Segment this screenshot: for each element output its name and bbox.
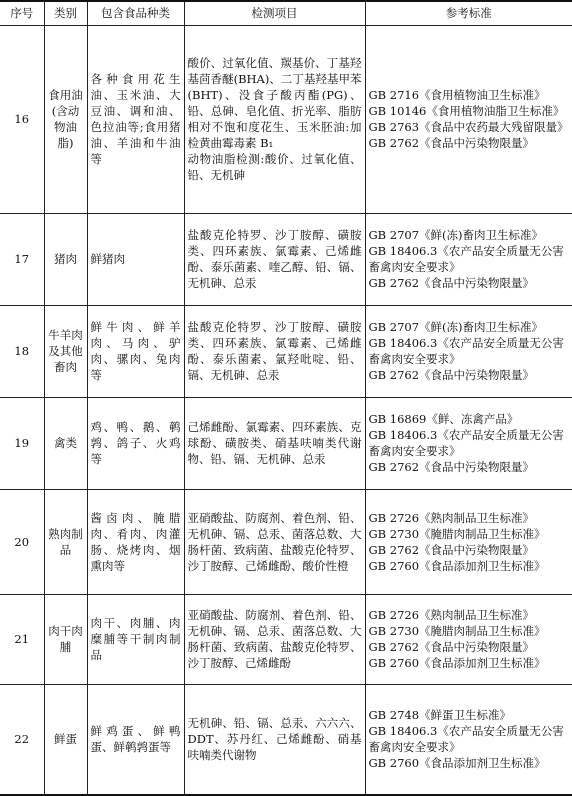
standard-item: GB 2763《食品中农药最大残留限量》 xyxy=(368,120,569,134)
row-items: 亚硝酸盐、防腐剂、着色剂、铅、无机砷、镉、总汞、菌落总数、大肠杆菌、致病菌、盐酸克伦特罗、沙丁胺醇、己烯雌酚 xyxy=(184,594,365,684)
row-items: 酸价、过氧化值、羰基价、丁基羟基茴香醚(BHA)、二丁基羟基甲苯(BHT)、没食子酸丙酯(PG)、铅、总砷、皂化值、折光率、脂肪相对不饱和度花生、玉米胚油:加检黄曲霉毒素 B₁ 动物油脂检测:酸价、过氧化值、铅、无机砷 xyxy=(184,25,365,213)
standard-item: GB 2760《食品添加剂卫生标准》 xyxy=(368,656,546,670)
row-category: 食用油(含动物油脂) xyxy=(44,25,87,213)
row-no: 22 xyxy=(0,684,44,795)
row-items: 亚硝酸盐、防腐剂、着色剂、铅、无机砷、镉、总汞、菌落总数、大肠杆菌、致病菌、盐酸克伦特罗、沙丁胺醇、己烯雌酚、酸价性橙 xyxy=(184,489,365,594)
row-category: 鲜蛋 xyxy=(44,684,87,795)
row-standards xyxy=(365,684,572,795)
row-category: 猪肉 xyxy=(44,213,87,305)
row-category: 禽类 xyxy=(44,397,87,489)
row-no: 19 xyxy=(0,397,44,489)
header-items: 检测项目 xyxy=(184,1,365,25)
row-standards xyxy=(365,594,572,684)
header-no: 序号 xyxy=(0,1,44,25)
standard-item: GB 2726《熟肉制品卫生标准》 xyxy=(368,510,535,525)
row-items: 无机砷、铅、镉、总汞、六六六、DDT、苏丹红、己烯雌酚、硝基呋喃类代谢物 xyxy=(184,684,365,795)
standard-item: GB 2762《食品中污染物限量》 xyxy=(368,368,535,382)
row-items: 己烯雌酚、氯霉素、四环素族、克球酚、磺胺类、硝基呋喃类代谢物、铅、镉、无机砷、总汞 xyxy=(184,397,365,489)
row-no: 20 xyxy=(0,489,44,594)
standard-item: GB 18406.3《农产品安全质量无公害畜禽肉安全要求》 xyxy=(368,428,564,458)
standard-item: GB 2707《鲜(冻)畜肉卫生标准》 xyxy=(368,228,544,242)
standard-item: GB 2760《食品添加剂卫生标准》 xyxy=(368,756,546,771)
table-row xyxy=(0,489,572,594)
standard-item: GB 18406.3《农产品安全质量无公害畜禽肉安全要求》 xyxy=(368,244,564,274)
standard-item: GB 2726《熟肉制品卫生标准》 xyxy=(368,608,535,622)
row-foods: 鲜猪肉 xyxy=(87,213,184,305)
row-foods: 鲜鸡蛋、鲜鸭蛋、鲜鹌鹑蛋等 xyxy=(87,684,184,795)
standard-item: GB 2707《鲜(冻)畜肉卫生标准》 xyxy=(368,320,544,334)
table-row xyxy=(0,397,572,489)
row-foods: 鸡、鸭、鹅、鹌鹑、鸽子、火鸡等 xyxy=(87,397,184,489)
standard-item: GB 2762《食品中污染物限量》 xyxy=(368,460,535,474)
standard-item: GB 2730《腌腊肉制品卫生标准》 xyxy=(368,526,546,541)
table-row xyxy=(0,305,572,397)
standard-item: GB 2716《食用植物油卫生标准》 xyxy=(368,88,546,102)
standard-item: GB 2760《食品添加剂卫生标准》 xyxy=(368,558,546,573)
standard-item: GB 10146《食用植物油脂卫生标准》 xyxy=(368,104,565,118)
row-foods: 各种食用花生油、玉米油、大豆油、调和油、色拉油等;食用猪油、羊油和牛油等 xyxy=(87,25,184,213)
standard-item: GB 16869《鲜、冻禽产品》 xyxy=(368,412,519,426)
row-no: 17 xyxy=(0,213,44,305)
row-standards xyxy=(365,305,572,397)
row-category: 牛羊肉及其他畜肉 xyxy=(44,305,87,397)
header-category: 类别 xyxy=(44,1,87,25)
row-category: 熟肉制品 xyxy=(44,489,87,594)
standard-item: GB 18406.3《农产品安全质量无公害畜禽肉安全要求》 xyxy=(368,724,564,755)
table-header-row xyxy=(0,1,572,25)
row-no: 21 xyxy=(0,594,44,684)
standard-item: GB 2748《鲜蛋卫生标准》 xyxy=(368,708,512,723)
header-standards: 参考标准 xyxy=(365,1,572,25)
standard-item: GB 18406.3《农产品安全质量无公害畜禽肉安全要求》 xyxy=(368,336,564,366)
table-row xyxy=(0,594,572,684)
table-row xyxy=(0,213,572,305)
row-standards xyxy=(365,397,572,489)
table-row xyxy=(0,25,572,213)
row-foods: 鲜牛肉、鲜羊肉、马肉、驴肉、骡肉、兔肉等 xyxy=(87,305,184,397)
standard-item: GB 2762《食品中污染物限量》 xyxy=(368,276,535,290)
row-items: 盐酸克伦特罗、沙丁胺醇、磺胺类、四环素族、氯霉素、己烯雌酚、泰乐菌素、氯羟吡啶、铅、镉、无机砷、总汞 xyxy=(184,305,365,397)
row-no: 16 xyxy=(0,25,44,213)
standard-item: GB 2762《食品中污染物限量》 xyxy=(368,542,535,557)
row-no: 18 xyxy=(0,305,44,397)
row-standards xyxy=(365,213,572,305)
row-foods: 肉干、肉脯、肉糜脯等干制肉制品 xyxy=(87,594,184,684)
row-category: 肉干肉脯 xyxy=(44,594,87,684)
row-standards xyxy=(365,25,572,213)
standard-item: GB 2730《腌腊肉制品卫生标准》 xyxy=(368,624,546,638)
row-standards xyxy=(365,489,572,594)
row-foods: 酱卤肉、腌腊肉、肴肉、肉灌肠、烧烤肉、烟熏肉等 xyxy=(87,489,184,594)
standard-item: GB 2762《食品中污染物限量》 xyxy=(368,640,535,654)
row-items: 盐酸克伦特罗、沙丁胺醇、磺胺类、四环素族、氯霉素、己烯雌酚、泰乐菌素、喹乙醇、铅、镉、无机砷、总汞 xyxy=(184,213,365,305)
table-row xyxy=(0,684,572,795)
header-foods: 包含食品种类 xyxy=(87,1,184,25)
standard-item: GB 2762《食品中污染物限量》 xyxy=(368,136,535,150)
